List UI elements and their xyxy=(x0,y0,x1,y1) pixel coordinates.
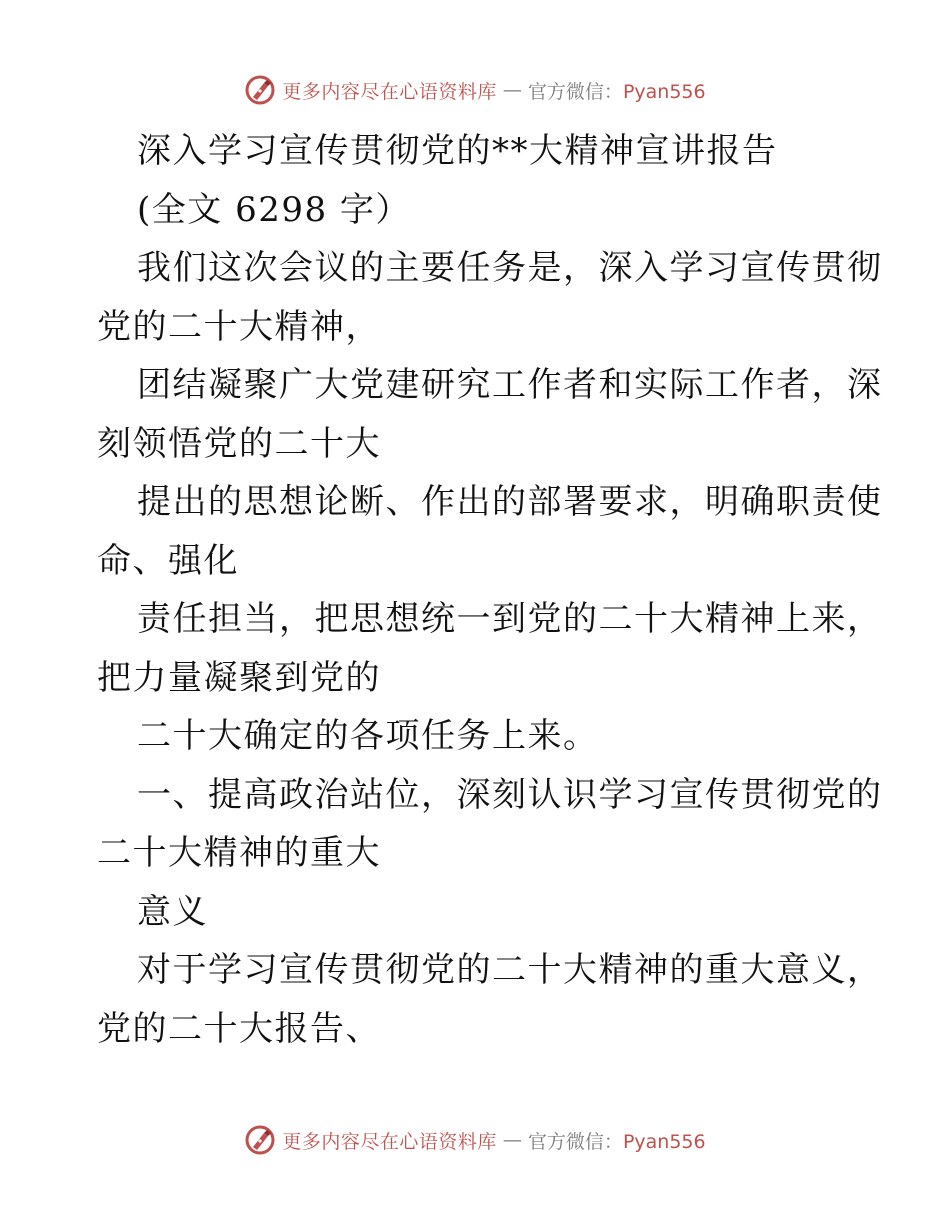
document-title: 深入学习宣传贯彻党的**大精神宣讲报告 xyxy=(137,131,778,171)
watermark-separator: — xyxy=(502,79,522,101)
pen-nib-logo-icon xyxy=(244,74,276,106)
paragraph-line: 对于学习宣传贯彻党的二十大精神的重大意义， xyxy=(137,950,883,990)
paragraph-line: 我们这次会议的主要任务是，深入学习宣传贯彻 xyxy=(137,248,883,288)
pen-nib-logo-icon xyxy=(244,1124,276,1156)
paragraph-line: 命、强化 xyxy=(97,540,239,581)
paragraph-line: 党的二十大报告、 xyxy=(97,1008,381,1049)
paragraph-line: 刻领悟党的二十大 xyxy=(97,423,381,464)
document-body xyxy=(97,122,883,1058)
header-watermark xyxy=(0,72,950,108)
watermark-site-text: 更多内容尽在心语资料库 xyxy=(282,1130,497,1153)
paragraph-line: 二十大确定的各项任务上来。 xyxy=(137,716,599,756)
watermark-contact xyxy=(528,77,706,104)
word-count-note: (全文 6298 字） xyxy=(137,189,411,230)
footer-watermark xyxy=(0,1122,950,1158)
watermark-site-text: 更多内容尽在心语资料库 xyxy=(282,80,497,103)
watermark-contact-id: Pyan556 xyxy=(622,80,706,103)
watermark-contact xyxy=(528,1127,706,1154)
section-heading-continued: 意义 xyxy=(137,891,208,932)
section-heading: 一、提高政治站位，深刻认识学习宣传贯彻党的 xyxy=(137,774,883,815)
section-heading-continued: 二十大精神的重大 xyxy=(97,833,381,873)
watermark-contact-label: 官方微信： xyxy=(527,80,623,103)
watermark-contact-id: Pyan556 xyxy=(622,1130,706,1153)
paragraph-line: 提出的思想论断、作出的部署要求，明确职责使 xyxy=(137,482,883,522)
paragraph-line: 把力量凝聚到党的 xyxy=(97,657,381,698)
paragraph-line: 党的二十大精神， xyxy=(97,306,381,347)
paragraph-line: 责任担当，把思想统一到党的二十大精神上来， xyxy=(137,599,883,639)
watermark-contact-label: 官方微信： xyxy=(527,1130,623,1153)
paragraph-line: 团结凝聚广大党建研究工作者和实际工作者，深 xyxy=(137,365,883,405)
watermark-separator: — xyxy=(502,1129,522,1151)
